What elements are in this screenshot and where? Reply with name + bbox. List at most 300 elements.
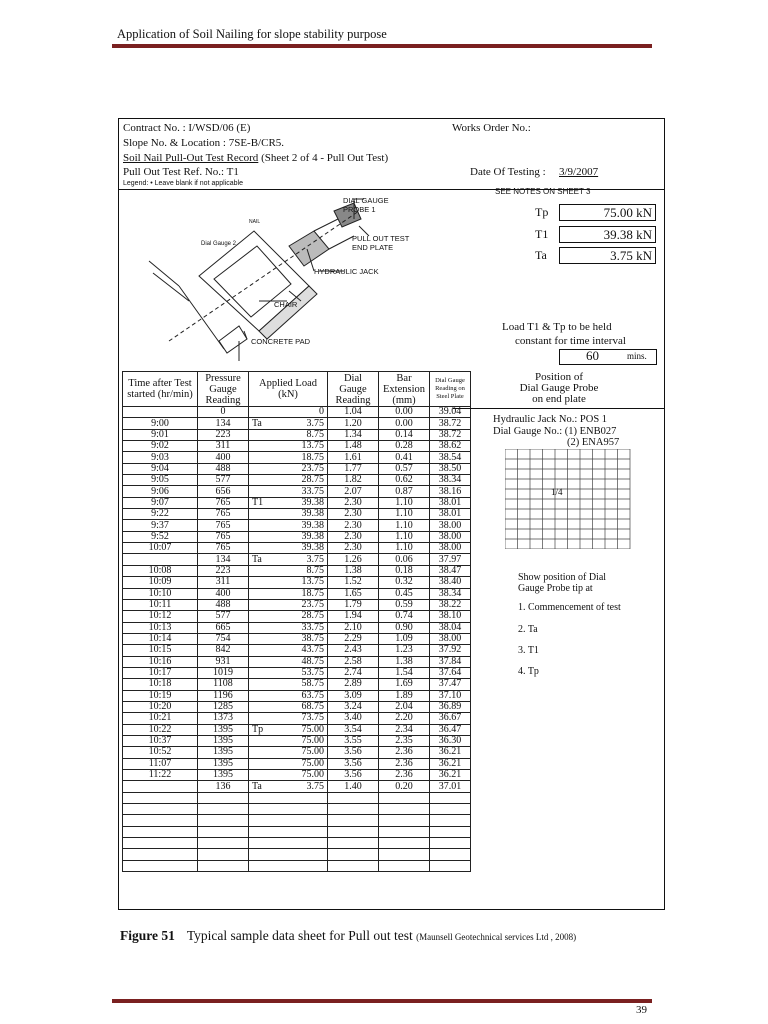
table-row bbox=[123, 599, 471, 610]
table-row bbox=[123, 486, 471, 497]
cell-extension: 0.62 bbox=[379, 475, 430, 486]
cell-pressure: 1019 bbox=[198, 667, 249, 678]
cell-load-marker bbox=[249, 509, 273, 520]
cell-load: 75.00 bbox=[273, 735, 328, 746]
cell-plate: 38.62 bbox=[430, 441, 471, 452]
cell-load-marker bbox=[249, 543, 273, 554]
cell-dial: 3.55 bbox=[328, 735, 379, 746]
label-chair: CHAIR bbox=[274, 300, 298, 309]
cell-time: 10:20 bbox=[123, 701, 198, 712]
cell-time bbox=[123, 407, 198, 418]
tp-value: 75.00 kN bbox=[559, 204, 656, 221]
cell-load-marker bbox=[249, 486, 273, 497]
cell-pressure bbox=[198, 849, 249, 860]
cell-time bbox=[123, 554, 198, 565]
cell-pressure: 931 bbox=[198, 656, 249, 667]
col-header-time: Time after Test started (hr/min) bbox=[123, 372, 198, 407]
cell-dial: 3.09 bbox=[328, 690, 379, 701]
cell-pressure: 765 bbox=[198, 520, 249, 531]
cell-load: 68.75 bbox=[273, 701, 328, 712]
col-header-pressure: Pressure Gauge Reading bbox=[198, 372, 249, 407]
cell-plate bbox=[430, 804, 471, 815]
tp-label: Tp bbox=[535, 205, 549, 219]
cell-plate: 36.21 bbox=[430, 770, 471, 781]
cell-time: 9:05 bbox=[123, 475, 198, 486]
cell-pressure: 665 bbox=[198, 622, 249, 633]
table-row bbox=[123, 804, 471, 815]
cell-plate: 38.16 bbox=[430, 486, 471, 497]
cell-extension: 0.90 bbox=[379, 622, 430, 633]
cell-plate bbox=[430, 838, 471, 849]
label-end-plate: PULL OUT TEST END PLATE bbox=[352, 234, 410, 252]
header-rule bbox=[112, 44, 652, 48]
cell-plate: 38.01 bbox=[430, 497, 471, 508]
figure-caption bbox=[120, 928, 576, 944]
table-row bbox=[123, 407, 471, 418]
cell-pressure: 765 bbox=[198, 531, 249, 542]
cell-pressure: 488 bbox=[198, 599, 249, 610]
page-number: 39 bbox=[636, 1004, 647, 1016]
cell-plate bbox=[430, 815, 471, 826]
cell-load-marker bbox=[249, 849, 273, 860]
cell-load: 39.38 bbox=[273, 520, 328, 531]
cell-plate: 36.21 bbox=[430, 758, 471, 769]
cell-load: 3.75 bbox=[273, 781, 328, 792]
table-row bbox=[123, 565, 471, 576]
label-hydraulic-jack: HYDRAULIC JACK bbox=[314, 267, 379, 276]
ta-label: Ta bbox=[535, 248, 547, 262]
cell-pressure: 311 bbox=[198, 577, 249, 588]
cell-pressure: 1285 bbox=[198, 701, 249, 712]
cell-load-marker bbox=[249, 701, 273, 712]
col-header-plate: Dial Gauge Reading on Steel Plate bbox=[430, 372, 471, 407]
cell-time: 10:52 bbox=[123, 747, 198, 758]
cell-dial bbox=[328, 860, 379, 871]
cell-pressure bbox=[198, 826, 249, 837]
cell-load bbox=[273, 826, 328, 837]
cell-dial: 1.65 bbox=[328, 588, 379, 599]
table-row bbox=[123, 520, 471, 531]
cell-load: 73.75 bbox=[273, 713, 328, 724]
t1-value: 39.38 kN bbox=[559, 226, 656, 243]
cell-pressure: 223 bbox=[198, 565, 249, 576]
cell-extension bbox=[379, 792, 430, 803]
table-row bbox=[123, 758, 471, 769]
label-nail: NAIL bbox=[249, 219, 261, 225]
cell-pressure: 311 bbox=[198, 441, 249, 452]
table-row bbox=[123, 633, 471, 644]
cell-extension: 0.45 bbox=[379, 588, 430, 599]
cell-load: 18.75 bbox=[273, 588, 328, 599]
cell-pressure: 1196 bbox=[198, 690, 249, 701]
table-row bbox=[123, 792, 471, 803]
table-row bbox=[123, 577, 471, 588]
cell-pressure: 754 bbox=[198, 633, 249, 644]
cell-dial bbox=[328, 838, 379, 849]
cell-time: 10:12 bbox=[123, 611, 198, 622]
cell-plate: 38.34 bbox=[430, 475, 471, 486]
cell-pressure: 400 bbox=[198, 452, 249, 463]
table-row bbox=[123, 815, 471, 826]
table-row bbox=[123, 849, 471, 860]
table-row bbox=[123, 656, 471, 667]
cell-pressure: 842 bbox=[198, 645, 249, 656]
figure-credit: (Maunsell Geotechnical services Ltd , 2008) bbox=[416, 932, 577, 942]
table-row bbox=[123, 452, 471, 463]
cell-load-marker bbox=[249, 577, 273, 588]
data-sheet bbox=[118, 118, 665, 910]
cell-extension: 2.36 bbox=[379, 758, 430, 769]
cell-load-marker bbox=[249, 735, 273, 746]
cell-load: 0 bbox=[273, 407, 328, 418]
cell-load: 3.75 bbox=[273, 418, 328, 429]
cell-time: 10:17 bbox=[123, 667, 198, 678]
cell-load-marker bbox=[249, 441, 273, 452]
cell-load-marker bbox=[249, 611, 273, 622]
cell-plate: 38.72 bbox=[430, 429, 471, 440]
cell-extension: 0.74 bbox=[379, 611, 430, 622]
cell-extension: 1.69 bbox=[379, 679, 430, 690]
table-row bbox=[123, 781, 471, 792]
cell-extension: 0.28 bbox=[379, 441, 430, 452]
table-row bbox=[123, 429, 471, 440]
footer-rule bbox=[112, 999, 652, 1003]
col-header-dial: Dial Gauge Reading bbox=[328, 372, 379, 407]
cell-extension: 2.36 bbox=[379, 747, 430, 758]
cell-dial: 2.29 bbox=[328, 633, 379, 644]
cell-load: 75.00 bbox=[273, 747, 328, 758]
cell-dial: 1.77 bbox=[328, 463, 379, 474]
table-row bbox=[123, 701, 471, 712]
cell-pressure: 577 bbox=[198, 475, 249, 486]
table-row bbox=[123, 735, 471, 746]
works-order: Works Order No.: bbox=[452, 122, 531, 134]
cell-extension: 0.41 bbox=[379, 452, 430, 463]
table-row bbox=[123, 497, 471, 508]
cell-load: 58.75 bbox=[273, 679, 328, 690]
cell-load-marker bbox=[249, 475, 273, 486]
col-header-load: Applied Load (kN) bbox=[249, 372, 328, 407]
cell-load-marker: Tp bbox=[249, 724, 273, 735]
cell-load: 48.75 bbox=[273, 656, 328, 667]
cell-extension: 2.34 bbox=[379, 724, 430, 735]
cell-plate: 37.84 bbox=[430, 656, 471, 667]
cell-time: 10:09 bbox=[123, 577, 198, 588]
cell-time: 9:52 bbox=[123, 531, 198, 542]
cell-dial: 2.30 bbox=[328, 531, 379, 542]
cell-pressure: 1395 bbox=[198, 724, 249, 735]
cell-dial: 1.48 bbox=[328, 441, 379, 452]
cell-load bbox=[273, 838, 328, 849]
cell-plate: 38.54 bbox=[430, 452, 471, 463]
table-row bbox=[123, 724, 471, 735]
record-title bbox=[123, 152, 388, 164]
table-row bbox=[123, 770, 471, 781]
cell-time bbox=[123, 860, 198, 871]
cell-extension bbox=[379, 815, 430, 826]
table-row bbox=[123, 645, 471, 656]
cell-pressure: 488 bbox=[198, 463, 249, 474]
cell-load-marker bbox=[249, 633, 273, 644]
cell-dial: 2.30 bbox=[328, 520, 379, 531]
cell-plate bbox=[430, 849, 471, 860]
cell-dial: 2.89 bbox=[328, 679, 379, 690]
cell-load bbox=[273, 849, 328, 860]
cell-dial: 1.40 bbox=[328, 781, 379, 792]
cell-plate bbox=[430, 860, 471, 871]
cell-load-marker bbox=[249, 804, 273, 815]
cell-time: 9:22 bbox=[123, 509, 198, 520]
cell-time: 9:04 bbox=[123, 463, 198, 474]
cell-load-marker bbox=[249, 463, 273, 474]
cell-pressure: 134 bbox=[198, 554, 249, 565]
cell-dial: 3.40 bbox=[328, 713, 379, 724]
cell-load-marker: T1 bbox=[249, 497, 273, 508]
cell-dial: 1.82 bbox=[328, 475, 379, 486]
cell-plate: 37.97 bbox=[430, 554, 471, 565]
cell-load: 8.75 bbox=[273, 565, 328, 576]
cell-pressure bbox=[198, 815, 249, 826]
cell-dial: 2.30 bbox=[328, 497, 379, 508]
cell-dial: 2.30 bbox=[328, 543, 379, 554]
cell-load-marker bbox=[249, 531, 273, 542]
cell-extension: 2.04 bbox=[379, 701, 430, 712]
cell-dial bbox=[328, 792, 379, 803]
cell-load: 8.75 bbox=[273, 429, 328, 440]
label-dial-gauge-2: Dial Gauge 2 bbox=[201, 241, 237, 247]
cell-dial: 3.24 bbox=[328, 701, 379, 712]
cell-load: 23.75 bbox=[273, 599, 328, 610]
cell-pressure bbox=[198, 792, 249, 803]
cell-load: 18.75 bbox=[273, 452, 328, 463]
show-position: Show position of Dial Gauge Probe tip at bbox=[518, 572, 607, 594]
cell-load: 39.38 bbox=[273, 531, 328, 542]
dial-gauge-no: Dial Gauge No.: (1) ENB027 bbox=[493, 426, 617, 437]
cell-load: 75.00 bbox=[273, 758, 328, 769]
cell-pressure bbox=[198, 804, 249, 815]
cell-load-marker bbox=[249, 838, 273, 849]
cell-load-marker bbox=[249, 667, 273, 678]
table-row bbox=[123, 554, 471, 565]
cell-plate: 36.21 bbox=[430, 747, 471, 758]
cell-time: 10:11 bbox=[123, 599, 198, 610]
table-row bbox=[123, 441, 471, 452]
cell-load-marker bbox=[249, 860, 273, 871]
cell-plate: 38.04 bbox=[430, 622, 471, 633]
cell-time: 10:15 bbox=[123, 645, 198, 656]
table-row bbox=[123, 679, 471, 690]
cell-load: 3.75 bbox=[273, 554, 328, 565]
cell-pressure: 0 bbox=[198, 407, 249, 418]
table-row bbox=[123, 531, 471, 542]
position-title: Position of Dial Gauge Probe on end plate bbox=[519, 371, 599, 405]
cell-load bbox=[273, 860, 328, 871]
cell-time bbox=[123, 826, 198, 837]
cell-load-marker bbox=[249, 747, 273, 758]
cell-load-marker bbox=[249, 792, 273, 803]
table-row bbox=[123, 622, 471, 633]
cell-pressure: 223 bbox=[198, 429, 249, 440]
record-title-main: Soil Nail Pull-Out Test Record bbox=[123, 152, 259, 164]
cell-plate: 37.64 bbox=[430, 667, 471, 678]
cell-load: 28.75 bbox=[273, 611, 328, 622]
grid-mark: 1/4 bbox=[551, 487, 563, 497]
pull-out-test-diagram bbox=[139, 191, 459, 361]
cell-extension: 0.00 bbox=[379, 418, 430, 429]
table-row bbox=[123, 463, 471, 474]
cell-time bbox=[123, 781, 198, 792]
cell-plate: 38.50 bbox=[430, 463, 471, 474]
cell-time: 10:19 bbox=[123, 690, 198, 701]
cell-load: 33.75 bbox=[273, 622, 328, 633]
cell-extension: 1.10 bbox=[379, 497, 430, 508]
table-row bbox=[123, 418, 471, 429]
cell-time: 10:08 bbox=[123, 565, 198, 576]
cell-dial: 2.74 bbox=[328, 667, 379, 678]
table-row bbox=[123, 690, 471, 701]
cell-time bbox=[123, 792, 198, 803]
cell-time: 10:13 bbox=[123, 622, 198, 633]
cell-load-marker bbox=[249, 690, 273, 701]
cell-extension bbox=[379, 849, 430, 860]
cell-time bbox=[123, 838, 198, 849]
cell-time bbox=[123, 849, 198, 860]
cell-load-marker bbox=[249, 588, 273, 599]
cell-load: 63.75 bbox=[273, 690, 328, 701]
cell-extension: 1.10 bbox=[379, 543, 430, 554]
cell-pressure: 1395 bbox=[198, 770, 249, 781]
cell-dial: 2.58 bbox=[328, 656, 379, 667]
cell-load bbox=[273, 792, 328, 803]
cell-time: 9:02 bbox=[123, 441, 198, 452]
cell-time: 10:14 bbox=[123, 633, 198, 644]
cell-load bbox=[273, 815, 328, 826]
cell-plate: 38.22 bbox=[430, 599, 471, 610]
cell-extension: 0.06 bbox=[379, 554, 430, 565]
cell-dial: 1.52 bbox=[328, 577, 379, 588]
figure-number: Figure 51 bbox=[120, 928, 175, 943]
cell-extension: 1.89 bbox=[379, 690, 430, 701]
slope-no: Slope No. & Location : 7SE-B/CR5. bbox=[123, 137, 285, 149]
table-row bbox=[123, 543, 471, 554]
cell-load-marker bbox=[249, 815, 273, 826]
cell-extension bbox=[379, 826, 430, 837]
cell-load: 13.75 bbox=[273, 577, 328, 588]
cell-dial: 2.30 bbox=[328, 509, 379, 520]
cell-load-marker bbox=[249, 599, 273, 610]
cell-load-marker bbox=[249, 520, 273, 531]
cell-load: 28.75 bbox=[273, 475, 328, 486]
cell-pressure: 400 bbox=[198, 588, 249, 599]
cell-pressure: 765 bbox=[198, 543, 249, 554]
table-row bbox=[123, 588, 471, 599]
cell-load-marker bbox=[249, 770, 273, 781]
cell-plate: 38.10 bbox=[430, 611, 471, 622]
cell-pressure: 136 bbox=[198, 781, 249, 792]
cell-load-marker: Ta bbox=[249, 554, 273, 565]
date-value: 3/9/2007 bbox=[559, 166, 599, 178]
cell-extension: 0.57 bbox=[379, 463, 430, 474]
date-label: Date Of Testing : bbox=[470, 166, 546, 178]
cell-load: 23.75 bbox=[273, 463, 328, 474]
cell-time: 9:07 bbox=[123, 497, 198, 508]
cell-time: 10:21 bbox=[123, 713, 198, 724]
cell-dial bbox=[328, 804, 379, 815]
cell-extension: 0.87 bbox=[379, 486, 430, 497]
cell-load: 38.75 bbox=[273, 633, 328, 644]
cell-extension: 1.10 bbox=[379, 531, 430, 542]
cell-load-marker: Ta bbox=[249, 418, 273, 429]
label-concrete-pad: CONCRETE PAD bbox=[251, 337, 311, 346]
cell-extension: 0.20 bbox=[379, 781, 430, 792]
cell-pressure: 1395 bbox=[198, 747, 249, 758]
cell-dial: 1.34 bbox=[328, 429, 379, 440]
position-divider bbox=[453, 408, 664, 409]
cell-pressure: 656 bbox=[198, 486, 249, 497]
hold-unit: mins. bbox=[627, 351, 647, 361]
cell-plate: 38.00 bbox=[430, 633, 471, 644]
cell-pressure: 1373 bbox=[198, 713, 249, 724]
table-row bbox=[123, 509, 471, 520]
cell-plate: 38.34 bbox=[430, 588, 471, 599]
cell-dial: 1.79 bbox=[328, 599, 379, 610]
cell-time: 10:22 bbox=[123, 724, 198, 735]
cell-pressure: 765 bbox=[198, 509, 249, 520]
cell-dial: 3.54 bbox=[328, 724, 379, 735]
see-notes: SEE NOTES ON SHEET 3 bbox=[495, 187, 591, 196]
cell-pressure: 134 bbox=[198, 418, 249, 429]
header-title: Application of Soil Nailing for slope stability purpose bbox=[117, 27, 387, 41]
cell-load-marker bbox=[249, 656, 273, 667]
cell-plate: 39.04 bbox=[430, 407, 471, 418]
cell-load: 75.00 bbox=[273, 770, 328, 781]
cell-dial: 1.94 bbox=[328, 611, 379, 622]
probe-position-grid bbox=[505, 449, 633, 549]
cell-plate: 36.89 bbox=[430, 701, 471, 712]
position-2: 2. Ta bbox=[518, 624, 538, 635]
table-header-row bbox=[123, 372, 471, 407]
cell-time: 10:10 bbox=[123, 588, 198, 599]
cell-load: 53.75 bbox=[273, 667, 328, 678]
cell-pressure bbox=[198, 860, 249, 871]
cell-dial: 1.04 bbox=[328, 407, 379, 418]
t1-label: T1 bbox=[535, 227, 549, 241]
cell-plate bbox=[430, 792, 471, 803]
cell-load-marker bbox=[249, 826, 273, 837]
cell-time: 9:00 bbox=[123, 418, 198, 429]
hold-note-2: constant for time interval bbox=[515, 335, 626, 347]
cell-load-marker bbox=[249, 758, 273, 769]
cell-load-marker bbox=[249, 645, 273, 656]
cell-pressure: 1395 bbox=[198, 758, 249, 769]
cell-plate: 36.47 bbox=[430, 724, 471, 735]
record-title-sub: (Sheet 2 of 4 - Pull Out Test) bbox=[258, 152, 389, 164]
legend: Legend: • Leave blank if not applicable bbox=[123, 180, 243, 187]
cell-extension bbox=[379, 860, 430, 871]
cell-load: 33.75 bbox=[273, 486, 328, 497]
table-row bbox=[123, 713, 471, 724]
cell-extension: 1.10 bbox=[379, 520, 430, 531]
cell-dial bbox=[328, 815, 379, 826]
cell-load-marker bbox=[249, 713, 273, 724]
cell-extension: 1.23 bbox=[379, 645, 430, 656]
cell-pressure: 1395 bbox=[198, 735, 249, 746]
ta-value: 3.75 kN bbox=[559, 247, 656, 264]
cell-load-marker bbox=[249, 407, 273, 418]
cell-pressure: 577 bbox=[198, 611, 249, 622]
cell-time: 9:37 bbox=[123, 520, 198, 531]
cell-time: 9:06 bbox=[123, 486, 198, 497]
